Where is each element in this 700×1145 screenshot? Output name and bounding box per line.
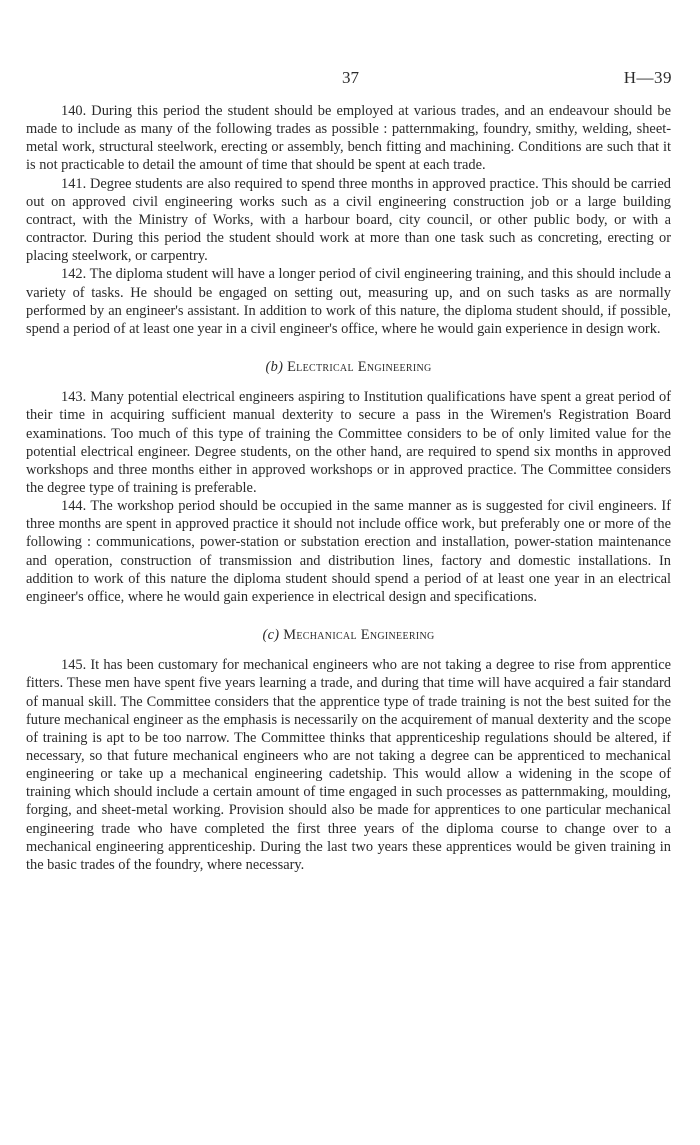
- paragraph-text: The workshop period should be occupied in the same manner as is suggested for civil engineers. If three months are spent in approved practice it should not include office work, but preferably one or more of the following : communications, power-station or substation erection and installation, power-station maintenance and operation, construction of transmission and distribution lines, factory and domestic installations. In addition to work of this nature the diploma student should spend a period of at least one year in an electrical engineer's office, where he would gain experience in electrical design and specifications.: [26, 498, 671, 605]
- paragraph-142: [26, 265, 671, 338]
- paragraph-text: The diploma student will have a longer period of civil engineering training, and this should include a variety of tasks. He should be engaged on setting out, measuring up, and on such tasks as are normally performed by an engineer's assistant. In addition to work of this nature, the diploma student should, if possible, spend a period of at least one year in a civil engineer's office, where he would gain experience in design work.: [26, 266, 671, 337]
- paragraph-number: 140.: [61, 103, 87, 119]
- paragraph-144: [26, 497, 671, 606]
- paragraph-number: 141.: [61, 175, 87, 192]
- paragraph-number: 144.: [61, 498, 87, 515]
- section-letter: (b): [265, 359, 284, 376]
- paragraph-text: Degree students are also required to spend three months in approved practice. This should be carried out on approved civil engineering works such as a civil engineering construction job or a large building contract, with the Ministry of Works, with a harbour board, city council, or other public body, or with a contractor. During this period the student should work at more than one task such as concreting, erecting or placing steelwork, or carpentry.: [26, 175, 671, 265]
- paragraph-140: [26, 102, 671, 175]
- paragraph-number: 145.: [61, 657, 87, 674]
- paragraph-143: [26, 388, 671, 497]
- section-heading-electrical: [26, 358, 671, 376]
- page-header: [0, 68, 700, 92]
- paragraph-number: 142.: [61, 266, 87, 283]
- paragraph-text: During this period the student should be employed at various trades, and an endeavour should be made to include as many of the following trades as possible : patternmaking, foundry, smithy, welding, sheet-metal work, structural steelwork, erecting or assembly, bench fitting and machining. Conditions are such that it is not practicable to detail the amount of time that should be spent at each trade.: [26, 103, 671, 174]
- paragraph-141: [26, 175, 671, 266]
- page-body: [26, 102, 671, 874]
- page-number: 37: [342, 68, 359, 87]
- section-letter: (c): [262, 627, 280, 644]
- paragraph-text: It has been customary for mechanical engineers who are not taking a degree to rise from apprentice fitters. These men have spent five years learning a trade, and during that time will have acquired a fair standard of manual skill. The Committee considers that the apprentice type of trade training is not the best suited for the future mechanical engineer as the emphasis is necessarily on the acquirement of manual dexterity and the scope of training is apt to be too narrow. The Committee thinks that apprenticeship regulations should be altered, if necessary, so that future mechanical engineers who are not taking a degree can be apprenticed to mechanical engineering or take up a mechanical engineering cadetship. This would allow a widening in the scope of training which should include a certain amount of time engaged in such processes as patternmaking, moulding, forging, and sheet-metal working. Provision should also be made for apprentices to one particular mechanical engineering trade who have completed the first three years of the diploma course to change over to a mechanical engineering apprenticeship. During the last two years these apprentices would be given training in the basic trades of the foundry, where necessary.: [26, 657, 671, 873]
- paragraph-145: [26, 656, 671, 874]
- document-code: H—39: [623, 68, 672, 87]
- paragraph-number: 143.: [61, 389, 87, 406]
- section-heading-mechanical: [26, 626, 671, 644]
- section-title: Electrical Engineering: [287, 359, 432, 376]
- section-title: Mechanical Engineering: [283, 627, 435, 644]
- paragraph-text: Many potential electrical engineers aspiring to Institution qualifications have spent a great period of their time in acquiring sufficient manual dexterity to secure a pass in the Wiremen's Registration Board examinations. Too much of this type of training the Committee considers to be of only limited value for the potential electrical engineer. Degree students, on the other hand, are required to spend six months in approved workshops and three months either in approved workshops or in approved practice. The Committee considers the degree type of training is preferable.: [26, 389, 671, 496]
